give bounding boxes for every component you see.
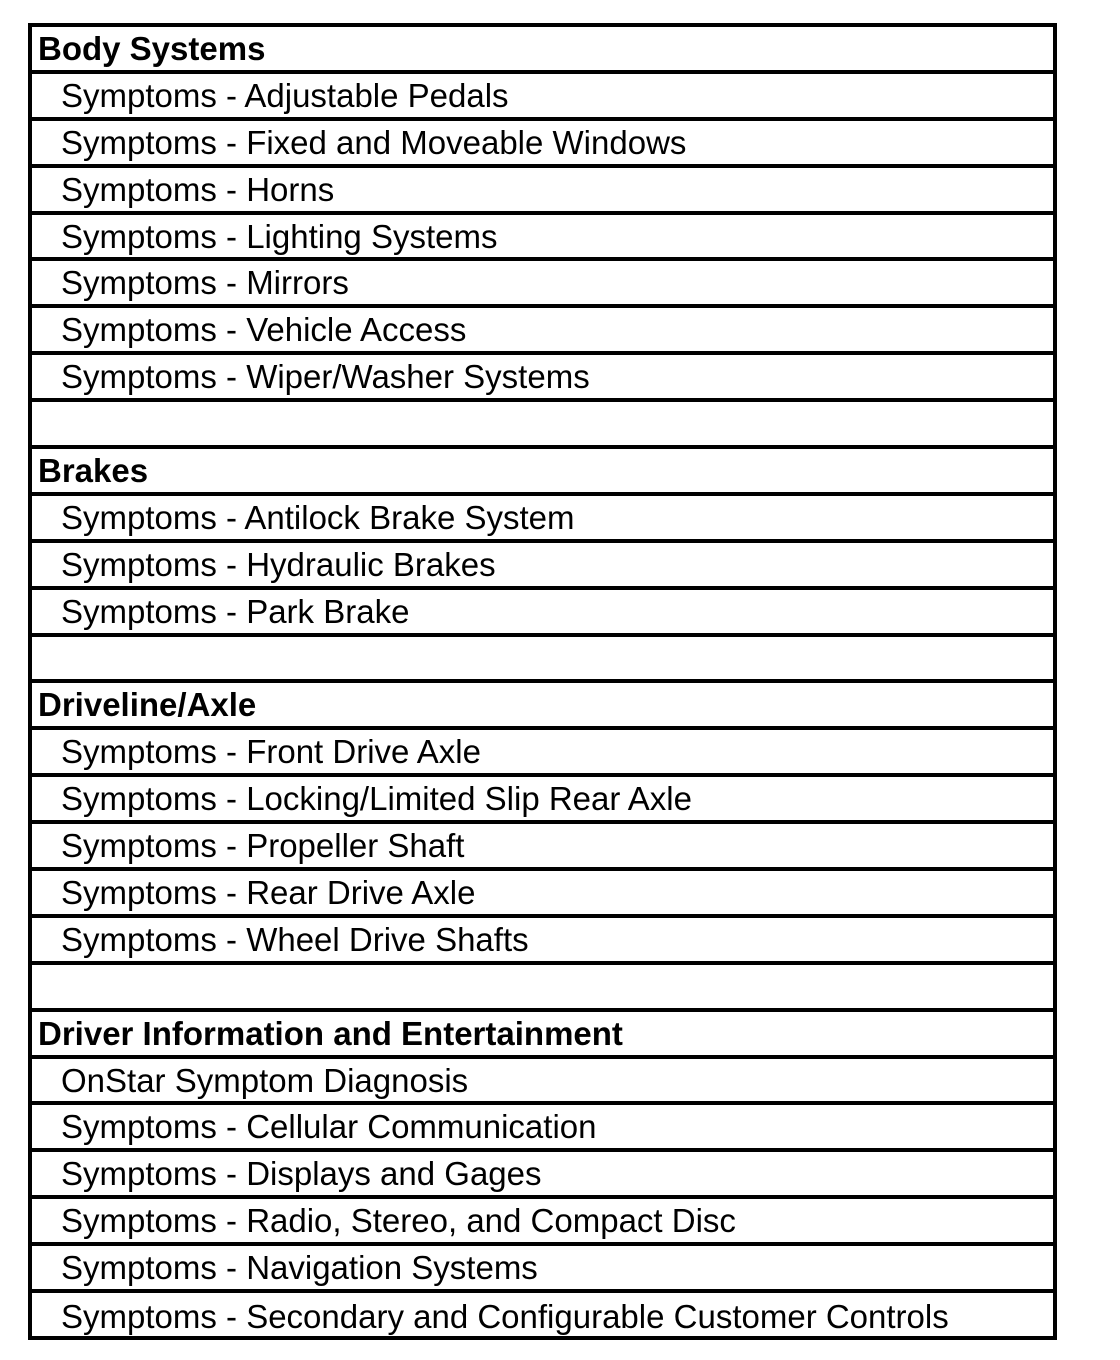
list-item[interactable]: Symptoms - Antilock Brake System (32, 496, 1053, 543)
list-item[interactable]: Symptoms - Cellular Communication (32, 1105, 1053, 1152)
spacer-row (32, 965, 1053, 1012)
list-item[interactable]: Symptoms - Propeller Shaft (32, 824, 1053, 871)
section-header-driver-information: Driver Information and Entertainment (32, 1012, 1053, 1059)
section-header-body-systems: Body Systems (32, 27, 1053, 74)
list-item[interactable]: Symptoms - Hydraulic Brakes (32, 543, 1053, 590)
section-header-driveline-axle: Driveline/Axle (32, 683, 1053, 730)
list-item[interactable]: Symptoms - Wheel Drive Shafts (32, 918, 1053, 965)
list-item[interactable]: Symptoms - Lighting Systems (32, 215, 1053, 262)
list-item[interactable]: Symptoms - Mirrors (32, 261, 1053, 308)
list-item[interactable]: Symptoms - Wiper/Washer Systems (32, 355, 1053, 402)
list-item[interactable]: Symptoms - Navigation Systems (32, 1246, 1053, 1293)
list-item[interactable]: Symptoms - Fixed and Moveable Windows (32, 121, 1053, 168)
list-item[interactable]: Symptoms - Vehicle Access (32, 308, 1053, 355)
list-item[interactable]: Symptoms - Radio, Stereo, and Compact Disc (32, 1199, 1053, 1246)
symptom-index-table (28, 23, 1057, 1340)
list-item[interactable]: Symptoms - Secondary and Configurable Customer Controls (61, 1297, 949, 1335)
list-item[interactable]: Symptoms - Adjustable Pedals (32, 74, 1053, 121)
list-item[interactable]: Symptoms - Locking/Limited Slip Rear Axle (32, 777, 1053, 824)
spacer-row (32, 637, 1053, 684)
list-item[interactable]: Symptoms - Horns (32, 168, 1053, 215)
list-item[interactable]: OnStar Symptom Diagnosis (32, 1059, 1053, 1106)
section-header-brakes: Brakes (32, 449, 1053, 496)
list-item[interactable]: Symptoms - Displays and Gages (32, 1152, 1053, 1199)
spacer-row (32, 402, 1053, 449)
list-item[interactable]: Symptoms - Park Brake (32, 590, 1053, 637)
list-item[interactable]: Symptoms - Rear Drive Axle (32, 871, 1053, 918)
list-item[interactable]: Symptoms - Front Drive Axle (32, 730, 1053, 777)
